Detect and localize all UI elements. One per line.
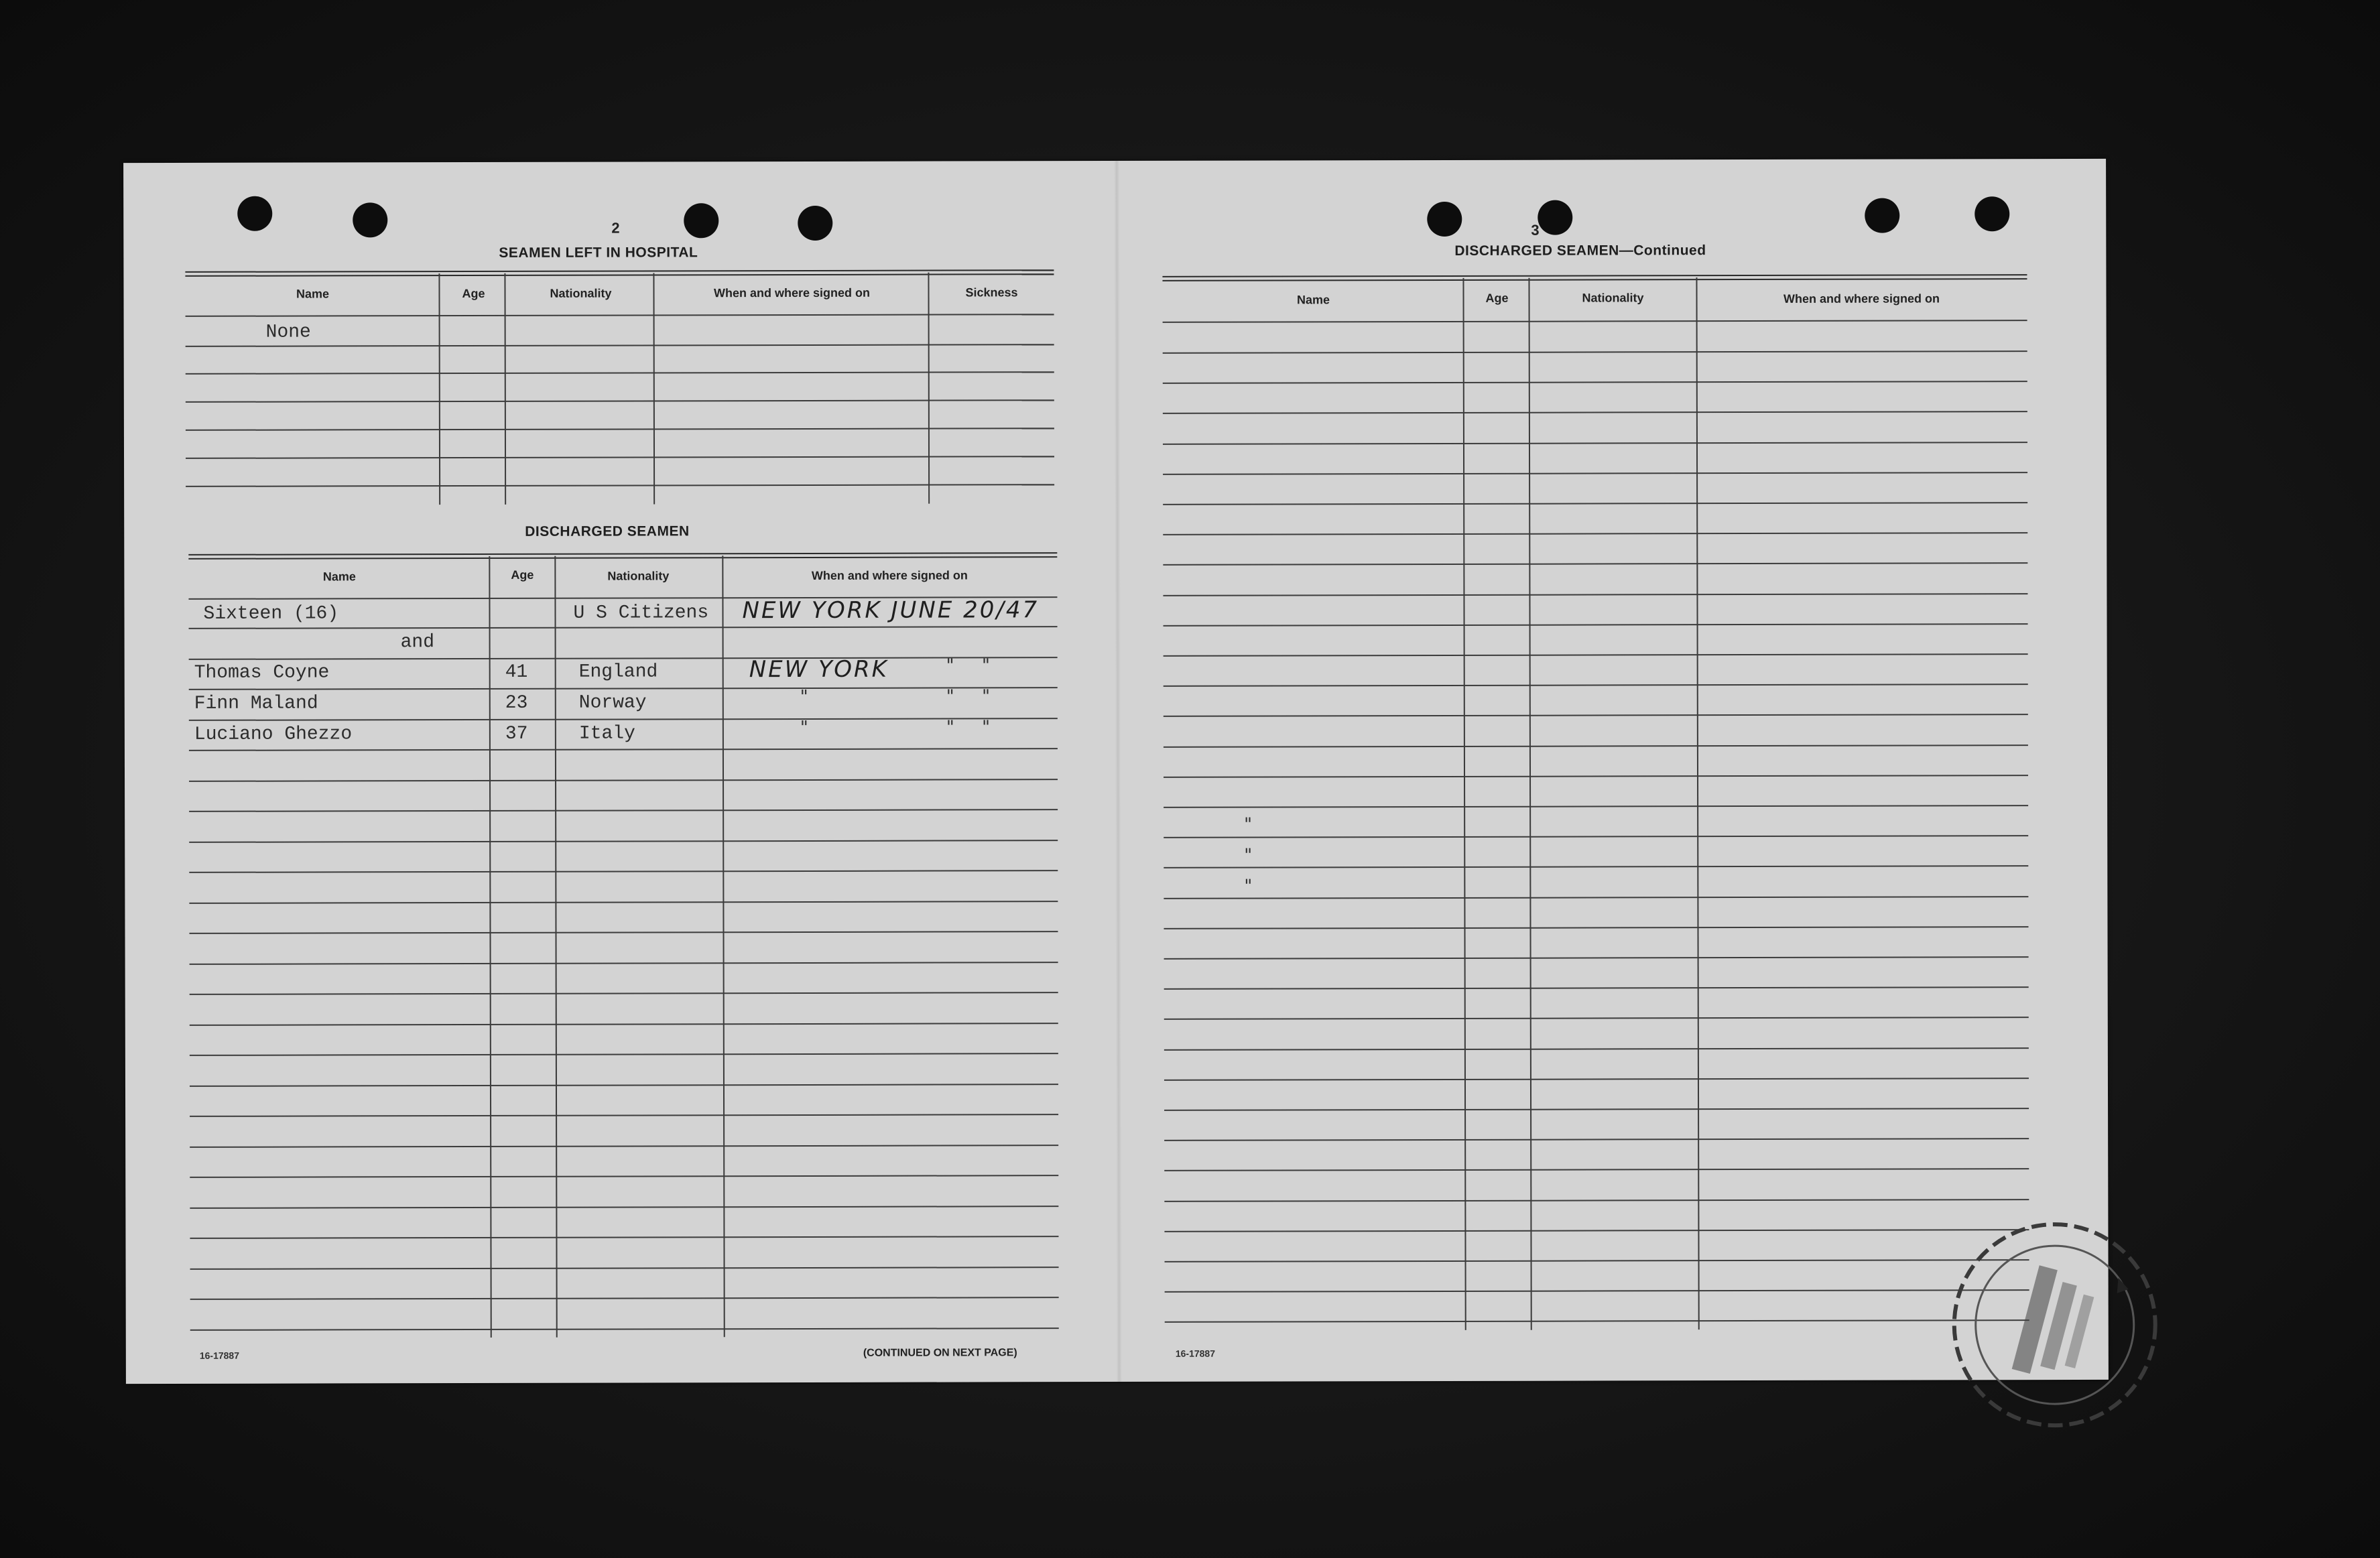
row-rule [1163, 532, 2027, 535]
row-rule [189, 657, 1058, 660]
row-rule [1163, 563, 2027, 566]
row-rule [190, 1023, 1058, 1026]
page-number: 3 [1531, 221, 1540, 239]
column-header: Name [322, 570, 356, 584]
row-rule [1163, 502, 2027, 505]
row-rule [190, 1053, 1058, 1056]
row-rule [190, 1236, 1058, 1239]
handwritten-signed-on: NEW YORK JUNE 20/47 [742, 596, 1040, 625]
row-rule [1163, 381, 2027, 384]
column-divider [504, 273, 506, 505]
discharged-nationality-cell: U S Citizens [573, 602, 709, 624]
column-header: Age [462, 286, 485, 301]
ditto-mark: " [800, 717, 808, 738]
handwritten-signed-on: NEW YORK [749, 655, 889, 684]
column-divider [1528, 278, 1531, 1330]
column-divider [554, 556, 557, 1338]
row-rule [190, 1267, 1059, 1270]
row-rule [1165, 1320, 2029, 1323]
row-rule [1164, 926, 2028, 929]
row-rule [1164, 744, 2028, 748]
row-rule [190, 1145, 1058, 1148]
row-rule [1164, 1017, 2029, 1021]
row-rule [189, 718, 1058, 721]
row-rule [1164, 1229, 2029, 1232]
row-rule [189, 779, 1058, 782]
discharged-age-cell: 41 [505, 661, 528, 683]
hospital-section-title: SEAMEN LEFT IN HOSPITAL [499, 245, 698, 261]
discharged-nationality-cell: Norway [578, 692, 647, 714]
row-rule [1165, 1259, 2029, 1262]
row-rule [190, 1206, 1058, 1209]
column-divider [489, 556, 491, 1338]
discharged-name-cell: Thomas Coyne [194, 662, 330, 684]
column-divider [1462, 278, 1466, 1330]
column-header: Name [1296, 293, 1330, 307]
row-rule [190, 962, 1058, 965]
page-number: 2 [611, 219, 620, 237]
column-divider [928, 273, 930, 504]
discharged-section-title: DISCHARGED SEAMEN [525, 523, 690, 539]
ditto-mark: " [1244, 845, 1253, 866]
discharged-name-cell: Sixteen (16) [203, 603, 339, 625]
form-code: 16-17887 [1175, 1348, 1216, 1359]
row-rule [186, 344, 1054, 347]
row-rule [1163, 472, 2027, 475]
row-rule [1163, 442, 2027, 445]
row-rule [1164, 835, 2028, 838]
row-rule [1164, 896, 2028, 899]
row-rule [1165, 1289, 2029, 1293]
ditto-mark: " " [946, 717, 991, 738]
row-rule [1164, 1047, 2029, 1051]
form-code: 16-17887 [199, 1350, 240, 1361]
row-rule [1164, 805, 2028, 808]
row-rule [189, 901, 1058, 904]
ditto-mark: " [800, 686, 808, 707]
row-rule [1164, 775, 2028, 778]
discharged-age-cell: 23 [505, 692, 528, 714]
column-divider [438, 273, 440, 505]
hospital-name-cell: None [265, 322, 311, 343]
column-header: Nationality [607, 569, 670, 583]
column-header: Nationality [550, 286, 612, 300]
discharged-nationality-cell: Italy [578, 723, 635, 744]
row-rule [190, 1114, 1058, 1117]
hospital-table [185, 272, 1054, 515]
row-rule [1164, 714, 2028, 718]
discharged-name-cell: Finn Maland [194, 693, 318, 714]
column-divider [1696, 277, 1699, 1329]
row-rule [1164, 866, 2028, 869]
ditto-mark: " " [946, 686, 991, 707]
row-rule [186, 371, 1054, 375]
row-rule [1163, 350, 2027, 354]
row-rule [189, 870, 1058, 873]
row-rule [1163, 593, 2027, 596]
row-rule [1164, 1108, 2029, 1111]
column-header: When and where signed on [1783, 291, 1940, 306]
row-rule [190, 1297, 1059, 1300]
continued-note: (CONTINUED ON NEXT PAGE) [863, 1347, 1017, 1359]
column-header: Age [511, 568, 534, 582]
discharged-name-cell: and [400, 632, 435, 653]
left-page [123, 161, 1118, 1384]
row-rule [190, 992, 1058, 995]
row-rule [186, 484, 1054, 487]
row-rule [1164, 956, 2029, 960]
header-rule [186, 314, 1054, 317]
row-rule [1164, 986, 2029, 990]
row-rule [1164, 623, 2028, 627]
row-rule [189, 840, 1058, 843]
row-rule [1164, 1199, 2029, 1202]
discharged-age-cell: 37 [505, 723, 528, 744]
column-divider [653, 273, 655, 504]
column-divider [722, 556, 725, 1337]
discharged-continued-title: DISCHARGED SEAMEN—Continued [1454, 243, 1706, 259]
discharged-continued-table [1162, 277, 2029, 1338]
column-header: Age [1485, 291, 1509, 305]
row-rule [186, 456, 1054, 459]
document-sheet [123, 159, 2109, 1384]
discharged-name-cell: Luciano Ghezzo [194, 724, 353, 745]
row-rule [189, 626, 1058, 629]
row-rule [1164, 1138, 2029, 1141]
right-page [1115, 159, 2109, 1382]
row-rule [190, 1327, 1059, 1331]
ditto-mark: " [1244, 814, 1253, 835]
discharged-nationality-cell: England [578, 661, 658, 683]
row-rule [1164, 684, 2028, 687]
row-rule [1164, 1078, 2029, 1081]
row-rule [186, 428, 1054, 431]
row-rule [189, 748, 1058, 751]
row-rule [189, 809, 1058, 812]
row-rule [1163, 411, 2027, 415]
row-rule [190, 931, 1058, 934]
row-rule [190, 1175, 1058, 1178]
row-rule [1164, 653, 2028, 657]
row-rule [186, 399, 1054, 403]
row-rule [190, 1084, 1058, 1087]
column-header: Nationality [1582, 291, 1644, 305]
ditto-mark: " " [946, 655, 990, 676]
discharged-table [188, 555, 1058, 1348]
ditto-mark: " [1244, 876, 1253, 897]
row-rule [1164, 1169, 2029, 1172]
column-header: When and where signed on [713, 285, 871, 300]
row-rule [189, 687, 1058, 690]
column-header: Sickness [965, 285, 1018, 300]
column-header: When and where signed on [811, 568, 968, 582]
circular-date-stamp-icon [1944, 1214, 2166, 1436]
column-header: Name [296, 287, 330, 301]
header-rule [1163, 320, 2027, 323]
